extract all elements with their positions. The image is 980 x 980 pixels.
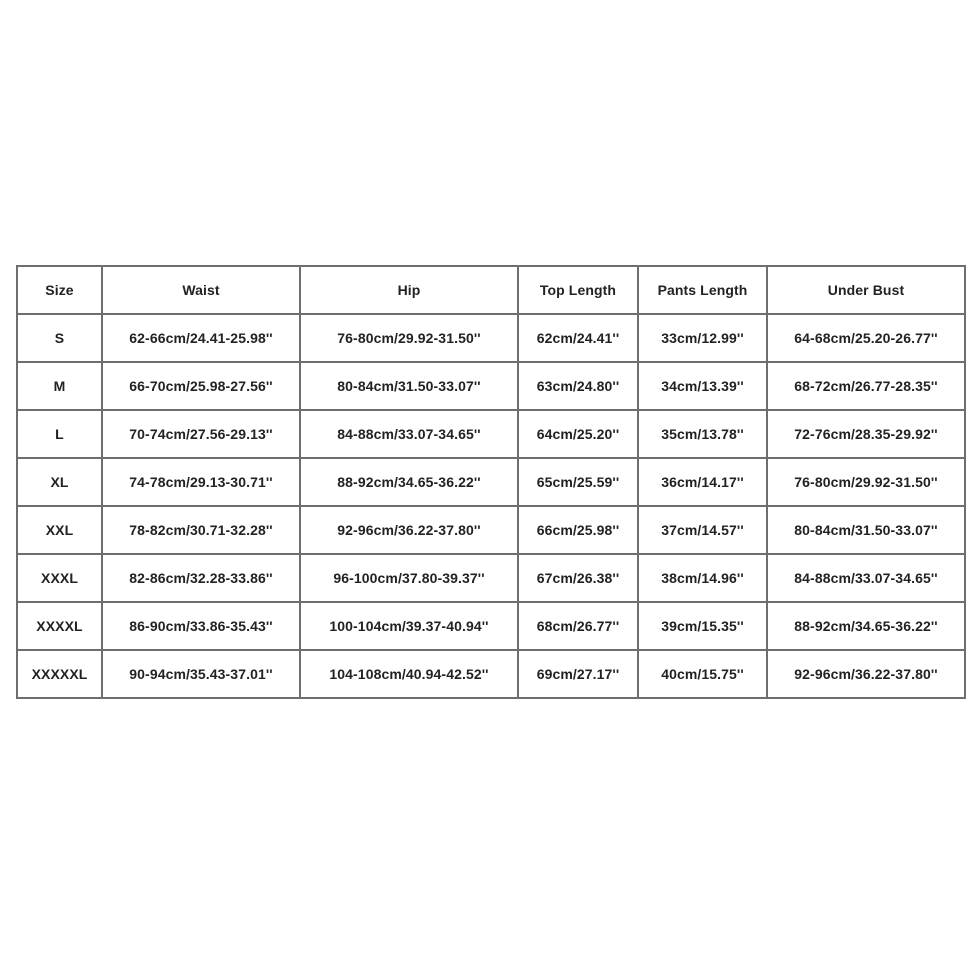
cell-top-length: 63cm/24.80'' xyxy=(518,362,638,410)
cell-waist: 90-94cm/35.43-37.01'' xyxy=(102,650,300,698)
cell-top-length: 66cm/25.98'' xyxy=(518,506,638,554)
cell-under-bust: 84-88cm/33.07-34.65'' xyxy=(767,554,965,602)
table-row xyxy=(17,410,965,458)
cell-hip: 84-88cm/33.07-34.65'' xyxy=(300,410,518,458)
cell-pants-length: 36cm/14.17'' xyxy=(638,458,767,506)
table-row xyxy=(17,554,965,602)
cell-pants-length: 35cm/13.78'' xyxy=(638,410,767,458)
header-hip: Hip xyxy=(300,266,518,314)
cell-size: XXL xyxy=(17,506,102,554)
cell-size: XXXL xyxy=(17,554,102,602)
cell-hip: 100-104cm/39.37-40.94'' xyxy=(300,602,518,650)
cell-pants-length: 38cm/14.96'' xyxy=(638,554,767,602)
cell-top-length: 67cm/26.38'' xyxy=(518,554,638,602)
table-row xyxy=(17,650,965,698)
cell-waist: 82-86cm/32.28-33.86'' xyxy=(102,554,300,602)
cell-waist: 66-70cm/25.98-27.56'' xyxy=(102,362,300,410)
cell-size: L xyxy=(17,410,102,458)
table-body xyxy=(17,314,965,698)
cell-hip: 76-80cm/29.92-31.50'' xyxy=(300,314,518,362)
cell-under-bust: 88-92cm/34.65-36.22'' xyxy=(767,602,965,650)
table-row xyxy=(17,362,965,410)
cell-under-bust: 76-80cm/29.92-31.50'' xyxy=(767,458,965,506)
cell-waist: 86-90cm/33.86-35.43'' xyxy=(102,602,300,650)
cell-size: S xyxy=(17,314,102,362)
table-row xyxy=(17,458,965,506)
cell-top-length: 62cm/24.41'' xyxy=(518,314,638,362)
cell-hip: 88-92cm/34.65-36.22'' xyxy=(300,458,518,506)
cell-pants-length: 39cm/15.35'' xyxy=(638,602,767,650)
cell-pants-length: 34cm/13.39'' xyxy=(638,362,767,410)
cell-hip: 80-84cm/31.50-33.07'' xyxy=(300,362,518,410)
cell-waist: 70-74cm/27.56-29.13'' xyxy=(102,410,300,458)
cell-pants-length: 40cm/15.75'' xyxy=(638,650,767,698)
cell-size: XXXXL xyxy=(17,602,102,650)
cell-size: M xyxy=(17,362,102,410)
table-row xyxy=(17,314,965,362)
cell-hip: 92-96cm/36.22-37.80'' xyxy=(300,506,518,554)
cell-under-bust: 72-76cm/28.35-29.92'' xyxy=(767,410,965,458)
cell-under-bust: 92-96cm/36.22-37.80'' xyxy=(767,650,965,698)
cell-top-length: 65cm/25.59'' xyxy=(518,458,638,506)
cell-size: XXXXXL xyxy=(17,650,102,698)
header-under-bust: Under Bust xyxy=(767,266,965,314)
table-header xyxy=(17,266,965,314)
cell-top-length: 68cm/26.77'' xyxy=(518,602,638,650)
cell-top-length: 64cm/25.20'' xyxy=(518,410,638,458)
header-top-length: Top Length xyxy=(518,266,638,314)
table-row xyxy=(17,506,965,554)
cell-pants-length: 37cm/14.57'' xyxy=(638,506,767,554)
cell-under-bust: 64-68cm/25.20-26.77'' xyxy=(767,314,965,362)
header-size: Size xyxy=(17,266,102,314)
size-chart-table xyxy=(16,265,966,699)
cell-pants-length: 33cm/12.99'' xyxy=(638,314,767,362)
cell-waist: 74-78cm/29.13-30.71'' xyxy=(102,458,300,506)
header-row xyxy=(17,266,965,314)
cell-size: XL xyxy=(17,458,102,506)
cell-under-bust: 68-72cm/26.77-28.35'' xyxy=(767,362,965,410)
cell-hip: 96-100cm/37.80-39.37'' xyxy=(300,554,518,602)
cell-top-length: 69cm/27.17'' xyxy=(518,650,638,698)
table-row xyxy=(17,602,965,650)
cell-hip: 104-108cm/40.94-42.52'' xyxy=(300,650,518,698)
cell-under-bust: 80-84cm/31.50-33.07'' xyxy=(767,506,965,554)
cell-waist: 78-82cm/30.71-32.28'' xyxy=(102,506,300,554)
header-waist: Waist xyxy=(102,266,300,314)
header-pants-length: Pants Length xyxy=(638,266,767,314)
cell-waist: 62-66cm/24.41-25.98'' xyxy=(102,314,300,362)
